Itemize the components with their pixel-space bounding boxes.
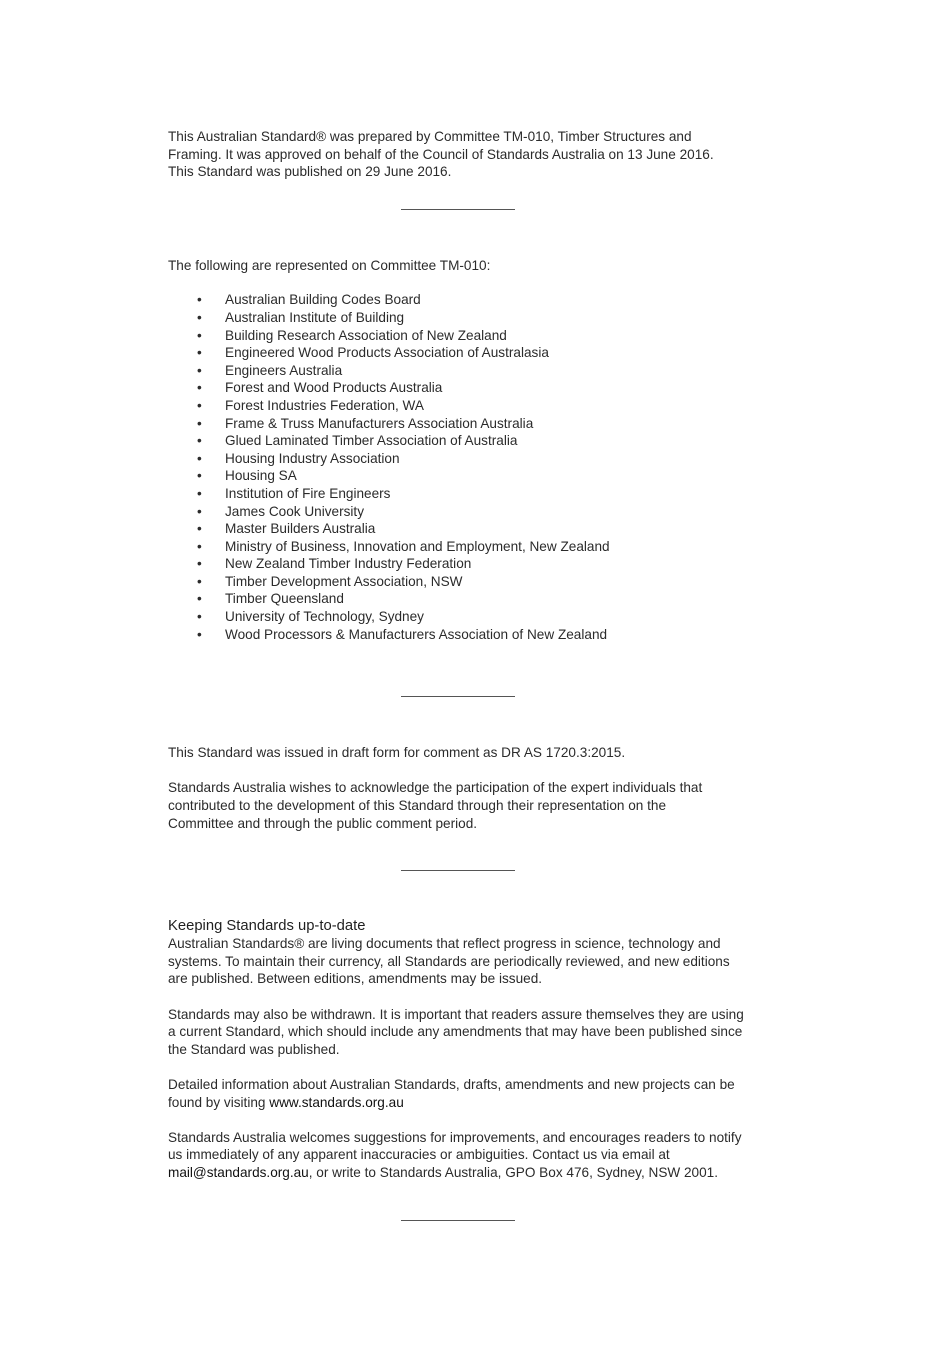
section-divider (401, 870, 515, 871)
list-item (168, 309, 768, 327)
approval-paragraph: This Australian Standard® was prepared by Committee TM-010, Timber Structures and Framing. It was approved on behalf of the Council of Standards Australia on 13 June 2016. This Standard was published on 29 June 2016. (168, 129, 714, 180)
acknowledgement-paragraph: Standards Australia wishes to acknowledge the participation of the expert individuals that contributed to the development of this Standard through their representation on the Committee and through the public comment period. (168, 780, 703, 831)
email-link[interactable]: mail@standards.org.au (168, 1164, 309, 1180)
bullet-icon: • (197, 397, 202, 413)
section-divider (401, 696, 515, 697)
bullet-icon: • (197, 468, 202, 484)
website-link[interactable]: www.standards.org.au (269, 1094, 404, 1110)
keeping-up-to-date-section (168, 917, 768, 1181)
member-name: Wood Processors & Manufacturers Association of New Zealand (225, 626, 608, 642)
list-item (168, 608, 768, 626)
list-item (168, 590, 768, 608)
list-item (168, 626, 768, 644)
section-divider (401, 209, 515, 210)
member-name: James Cook University (225, 503, 364, 519)
document-page (168, 128, 768, 1221)
list-item (168, 503, 768, 521)
postal-address-text: , or write to Standards Australia, GPO Box 476, Sydney, NSW 2001. (308, 1164, 719, 1180)
list-item (168, 397, 768, 415)
committee-member-list (168, 291, 768, 643)
bullet-icon: • (197, 433, 202, 449)
member-name: Frame & Truss Manufacturers Association Australia (225, 415, 534, 431)
member-name: Institution of Fire Engineers (225, 485, 391, 501)
list-item (168, 450, 768, 468)
list-item (168, 344, 768, 362)
list-item (168, 415, 768, 433)
bullet-icon: • (197, 591, 202, 607)
member-name: Housing Industry Association (225, 450, 400, 466)
bullet-icon: • (197, 450, 202, 466)
bullet-icon: • (197, 345, 202, 361)
member-name: Australian Institute of Building (225, 309, 405, 325)
member-name: Engineers Australia (225, 362, 343, 378)
withdrawn-paragraph: Standards may also be withdrawn. It is important that readers assure themselves they are using a current Standard, which should include any amendments that may have been published since the Standard was published. (168, 1006, 744, 1057)
bullet-icon: • (197, 415, 202, 431)
member-name: Engineered Wood Products Association of Australasia (225, 345, 549, 361)
member-name: Master Builders Australia (225, 521, 376, 537)
draft-issued-paragraph: This Standard was issued in draft form for comment as DR AS 1720.3:2015. (168, 745, 626, 761)
member-name: Glued Laminated Timber Association of Australia (225, 433, 518, 449)
list-item (168, 573, 768, 591)
information-text: Detailed information about Australian Standards, drafts, amendments and new projects can be found by visiting (168, 1076, 735, 1110)
section-divider (401, 1220, 515, 1221)
bullet-icon: • (197, 309, 202, 325)
member-name: New Zealand Timber Industry Federation (225, 556, 472, 572)
list-item (168, 520, 768, 538)
section-heading: Keeping Standards up-to-date (168, 918, 366, 935)
member-name: Timber Development Association, NSW (225, 573, 463, 589)
member-name: Timber Queensland (225, 591, 344, 607)
bullet-icon: • (197, 380, 202, 396)
bullet-icon: • (197, 362, 202, 378)
list-item (168, 379, 768, 397)
list-item (168, 327, 768, 345)
member-name: Forest and Wood Products Australia (225, 380, 443, 396)
list-item (168, 291, 768, 309)
information-paragraph (168, 1076, 750, 1111)
suggestions-text: Standards Australia welcomes suggestions for improvements, and encourages readers to notify us immediately of any apparent inaccuracies or ambiguities. Contact us via email at (168, 1129, 742, 1163)
member-name: Australian Building Codes Board (225, 292, 421, 308)
list-item (168, 538, 768, 556)
member-name: Building Research Association of New Zealand (225, 327, 507, 343)
list-item (168, 432, 768, 450)
list-item (168, 485, 768, 503)
member-name: Ministry of Business, Innovation and Employment, New Zealand (225, 538, 610, 554)
member-name: Housing SA (225, 468, 297, 484)
bullet-icon: • (197, 485, 202, 501)
list-item (168, 362, 768, 380)
committee-intro: The following are represented on Committee TM-010: (168, 257, 491, 273)
suggestions-paragraph (168, 1129, 750, 1182)
member-name: Forest Industries Federation, WA (225, 397, 424, 413)
bullet-icon: • (197, 327, 202, 343)
living-documents-paragraph: Australian Standards® are living documents that reflect progress in science, technology and systems. To maintain their currency, all Standards are periodically reviewed, and new editions are published. Between editions, amendments may be issued. (168, 936, 730, 987)
list-item (168, 467, 768, 485)
bullet-icon: • (197, 292, 202, 308)
bullet-icon: • (197, 609, 202, 625)
bullet-icon: • (197, 538, 202, 554)
bullet-icon: • (197, 521, 202, 537)
bullet-icon: • (197, 556, 202, 572)
draft-section (168, 744, 768, 832)
list-item (168, 555, 768, 573)
bullet-icon: • (197, 573, 202, 589)
bullet-icon: • (197, 503, 202, 519)
bullet-icon: • (197, 626, 202, 642)
member-name: University of Technology, Sydney (225, 609, 424, 625)
